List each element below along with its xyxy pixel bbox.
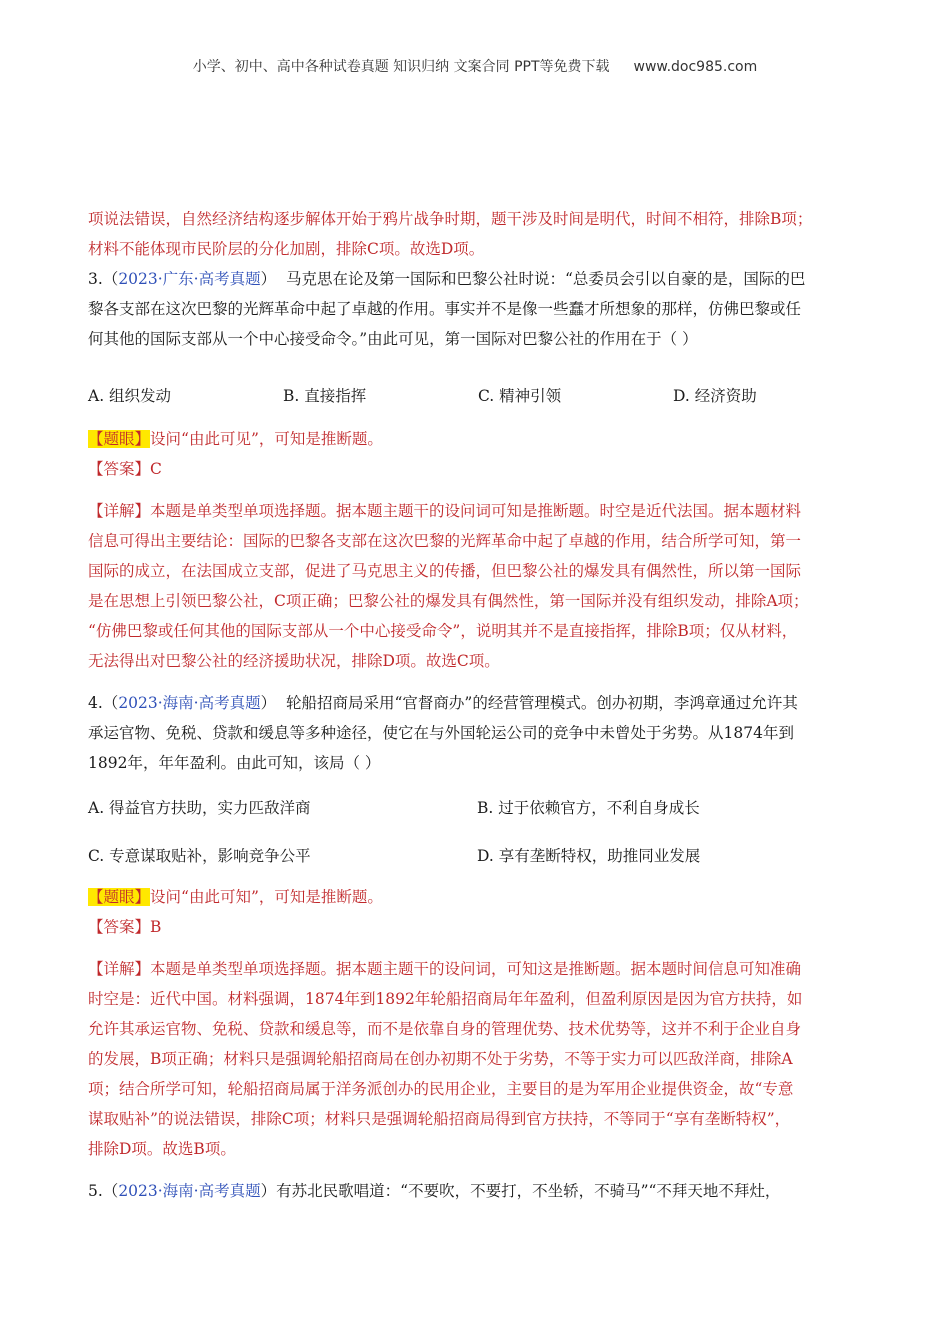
q3-answer-label: 【答案】: [88, 460, 151, 478]
q4-stem-line-2: 承运官物、免税、贷款和缓息等多种途径，使它在与外国轮运公司的竞争中未曾处于劣势。从1874年到: [88, 724, 794, 742]
q4-detail-line: 项；结合所学可知，轮船招商局属于洋务派创办的民用企业，主要目的是为军用企业提供资金，故“专意: [88, 1080, 794, 1098]
question-3: [88, 264, 868, 676]
q3-option-d[interactable]: D. 经济资助: [673, 387, 757, 405]
q3-stem-line-3: 何其他的国际支部从一个中心接受命令。”由此可见，第一国际对巴黎公社的作用在于（ ）: [88, 330, 698, 348]
q4-detail-line: 【详解】本题是单类型单项选择题。据本题主题干的设问词，可知这是推断题。据本题时间信息可知准确: [88, 960, 802, 978]
q4-stem-line-3: 1892年，年年盈利。由此可知，该局（ ）: [88, 754, 381, 772]
document-body: [88, 204, 868, 1206]
q3-stem-line-2: 黎各支部在这次巴黎的光辉革命中起了卓越的作用。事实并不是像一些蠢才所想象的那样，仿佛巴黎或任: [88, 300, 802, 318]
q3-option-c[interactable]: C. 精神引领: [478, 387, 562, 405]
q4-stem: 轮船招商局采用“官督商办”的经营管理模式。创办初期，李鸿章通过允许其: [286, 694, 798, 712]
q4-detail: [88, 954, 868, 1164]
q3-stem-line-1: 3.（2023·广东·高考真题） 马克思在论及第一国际和巴黎公社时说：“总委员会引以自豪的是，国际的巴: [88, 270, 806, 288]
prev-explanation: [88, 204, 868, 264]
q3-detail-line: 无法得出对巴黎公社的经济援助状况，排除D项。故选C项。: [88, 652, 500, 670]
q4-option-a[interactable]: A. 得益官方扶助，实力匹敌洋商: [88, 799, 311, 817]
page-header: [0, 56, 950, 76]
q4-detail-line: 的发展，B项正确；材料只是强调轮船招商局在创办初期不处于劣势，不等于实力可以匹敌洋商，排除A: [88, 1050, 793, 1068]
q3-answer-value: C: [150, 460, 162, 478]
q4-detail-line: 排除D项。故选B项。: [88, 1140, 236, 1158]
q3-detail-line: 是在思想上引领巴黎公社，C项正确；巴黎公社的爆发具有偶然性，第一国际并没有组织发动，排除A项；: [88, 592, 809, 610]
q3-stem: 马克思在论及第一国际和巴黎公社时说：“总委员会引以自豪的是，国际的巴: [286, 270, 806, 288]
q3-detail-line: 国际的成立，在法国成立支部，促进了马克思主义的传播，但巴黎公社的爆发具有偶然性，所以第一国际: [88, 562, 802, 580]
q4-options-row-1: [88, 792, 868, 822]
q4-source[interactable]: 2023·海南·高考真题: [118, 694, 261, 712]
q3-detail: [88, 496, 868, 676]
q3-options: [88, 380, 868, 410]
q5-source[interactable]: 2023·海南·高考真题: [118, 1182, 261, 1200]
q3-detail-line: “仿佛巴黎或任何其他的国际支部从一个中心接受命令”，说明其并不是直接指挥，排除B项；仅从材料，: [88, 622, 798, 640]
q5-stem: 有苏北民歌唱道：“不要吹，不要打，不坐轿，不骑马”“不拜天地不拜灶，: [276, 1182, 781, 1200]
prev-line-2: 材料不能体现市民阶层的分化加剧，排除C项。故选D项。: [88, 240, 485, 258]
header-url[interactable]: www.doc985.com: [633, 59, 758, 75]
header-title: 小学、初中、高中各种试卷真题 知识归纳 文案合同 PPT等免费下载: [192, 59, 610, 75]
prev-line-1: 项说法错误，自然经济结构逐步解体开始于鸦片战争时期，题干涉及时间是明代，时间不相符，排除B项；: [88, 210, 813, 228]
q3-option-a[interactable]: A. 组织发动: [88, 387, 172, 405]
q3-answer: [88, 454, 868, 484]
question-4: [88, 688, 868, 1164]
q4-answer-value: B: [150, 918, 162, 936]
q3-eye-label: 【题眼】: [88, 430, 151, 448]
q4-eye-label: 【题眼】: [88, 888, 151, 906]
question-5: [88, 1176, 868, 1206]
q5-number: 5.: [88, 1182, 103, 1200]
q4-options-row-2: [88, 840, 868, 870]
q4-eye: 【题眼】设问“由此可知”，可知是推断题。: [88, 888, 383, 906]
q3-eye: 【题眼】设问“由此可见”，可知是推断题。: [88, 430, 383, 448]
q3-detail-line: 信息可得出主要结论：国际的巴黎各支部在这次巴黎的光辉革命中起了卓越的作用，结合所学可知，第一: [88, 532, 802, 550]
q5-stem-line-1: 5.（2023·海南·高考真题）有苏北民歌唱道：“不要吹，不要打，不坐轿，不骑马”“不拜天地不拜灶，: [88, 1182, 781, 1200]
q4-option-d[interactable]: D. 享有垄断特权，助推同业发展: [477, 847, 701, 865]
q3-option-b[interactable]: B. 直接指挥: [283, 387, 367, 405]
q4-answer-label: 【答案】: [88, 918, 151, 936]
q3-source[interactable]: 2023·广东·高考真题: [118, 270, 261, 288]
q3-detail-line: 【详解】本题是单类型单项选择题。据本题主题干的设问词可知是推断题。时空是近代法国。据本题材料: [88, 502, 802, 520]
q4-stem-line-1: 4.（2023·海南·高考真题） 轮船招商局采用“官督商办”的经营管理模式。创办初期，李鸿章通过允许其: [88, 694, 798, 712]
q4-answer: [88, 912, 868, 942]
q4-number: 4.: [88, 694, 103, 712]
q3-number: 3.: [88, 270, 103, 288]
q4-detail-line: 谋取贴补”的说法错误，排除C项；材料只是强调轮船招商局得到官方扶持，不等同于“享有垄断特权”，: [88, 1110, 791, 1128]
q4-detail-line: 时空是：近代中国。材料强调，1874年到1892年轮船招商局年年盈利，但盈利原因是因为官方扶持，如: [88, 990, 803, 1008]
q4-detail-line: 允许其承运官物、免税、贷款和缓息等，而不是依靠自身的管理优势、技术优势等，这并不利于企业自身: [88, 1020, 802, 1038]
q4-option-b[interactable]: B. 过于依赖官方，不利自身成长: [477, 799, 700, 817]
q4-option-c[interactable]: C. 专意谋取贴补，影响竞争公平: [88, 847, 311, 865]
